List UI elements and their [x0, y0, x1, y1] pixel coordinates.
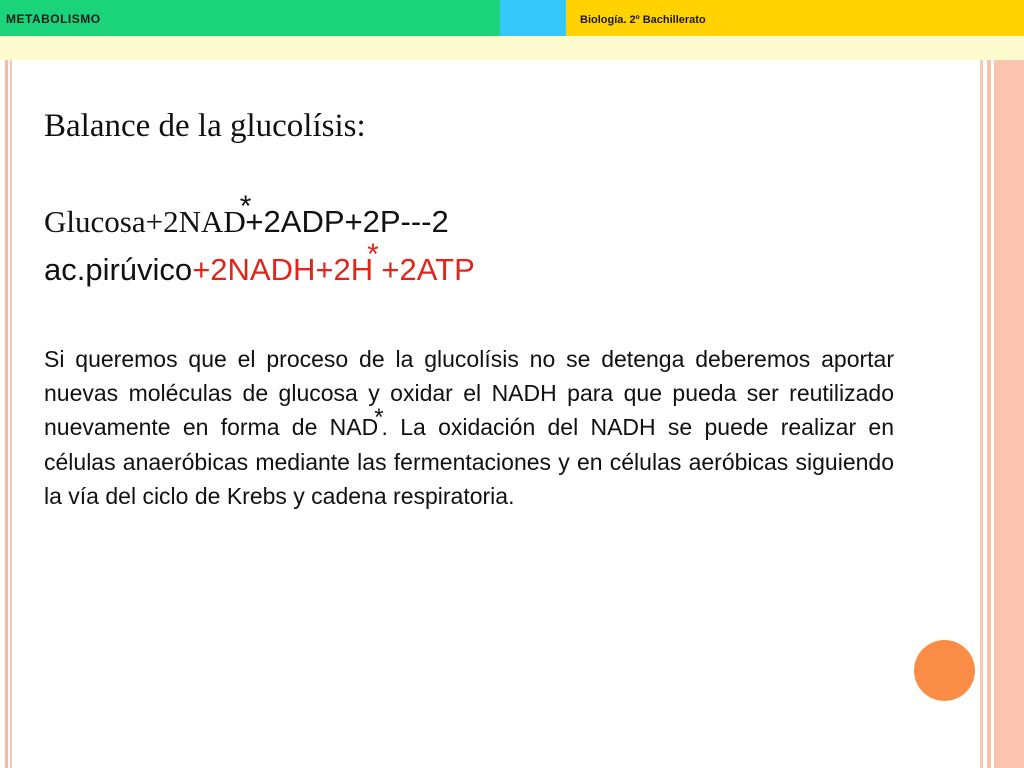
- equation-star: *: [239, 190, 252, 223]
- slide-section-title: METABOLISMO: [6, 12, 101, 26]
- right-stripe: [980, 60, 983, 768]
- header-blue-bar: [500, 0, 566, 36]
- decorative-orange-circle: [914, 640, 975, 701]
- paragraph-text: Si queremos que el proceso de la glucolísis no se detenga deberemos aportar nuevas moléculas de glucosa y oxidar el NADH para que pueda ser reutilizado nuevamente en forma de NAD: [44, 346, 894, 440]
- equation-product-nadh: +2NADH+2H: [192, 252, 374, 287]
- slide-course-subtitle: Biología. 2º Bachillerato: [580, 14, 706, 26]
- equation-product-piruvico: ac.pirúvico: [44, 252, 193, 287]
- left-stripe: [5, 60, 8, 768]
- right-stripe: [994, 60, 1024, 768]
- equation-reactants: Glucosa+2NAD: [44, 204, 246, 239]
- left-stripe: [10, 60, 12, 768]
- equation-reactants-continued: +2ADP+2P---2: [245, 204, 449, 239]
- slide-heading: Balance de la glucolísis:: [44, 108, 366, 144]
- equation-line-2: [44, 238, 475, 288]
- equation-product-atp: +2ATP: [372, 252, 475, 287]
- header-strip: [0, 36, 1024, 60]
- paragraph-star: *: [374, 404, 384, 431]
- right-stripe: [987, 60, 991, 768]
- equation-star: *: [367, 238, 379, 271]
- explanation-paragraph: [44, 342, 894, 513]
- paragraph-text-continued: . La oxidación del NADH se puede realizar en células anaeróbicas mediante las fermentaciones y en células aeróbicas siguiendo la vía del ciclo de Krebs y cadena respiratoria.: [44, 414, 894, 509]
- equation-line-1: [44, 190, 449, 240]
